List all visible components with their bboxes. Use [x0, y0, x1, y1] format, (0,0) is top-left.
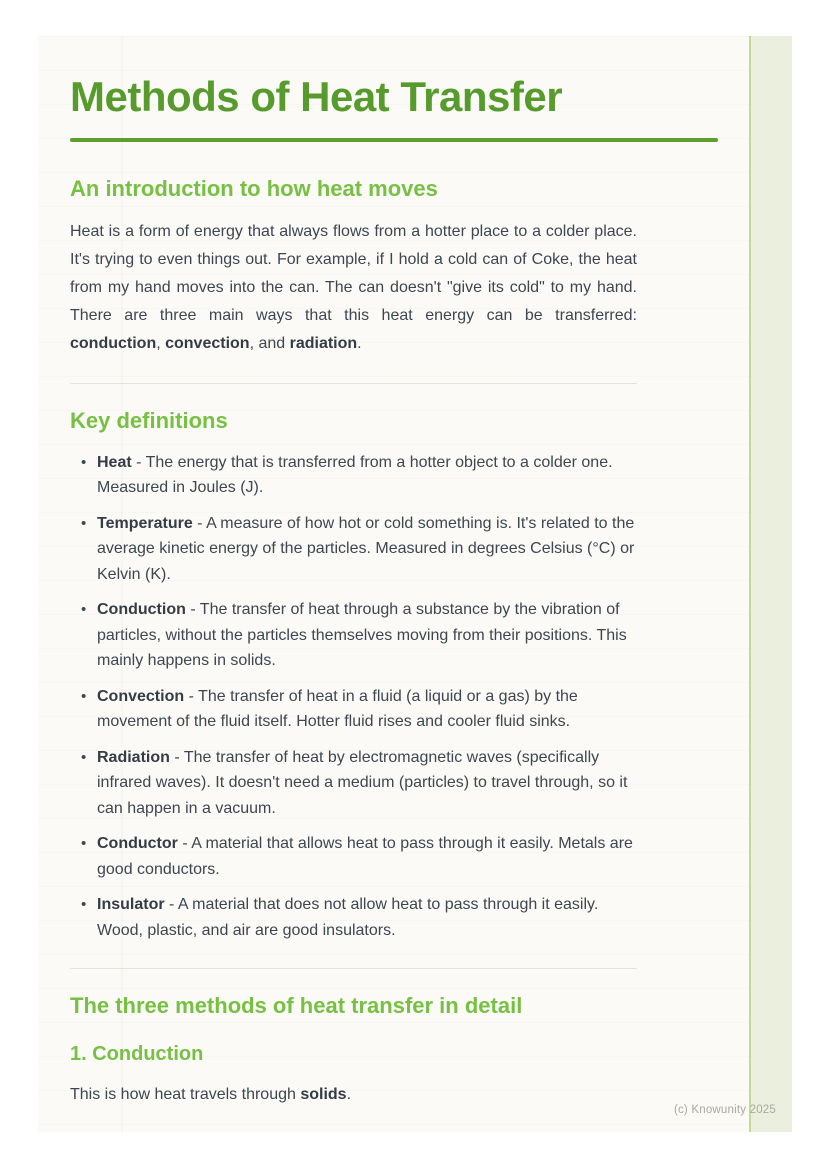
bullet-icon: • — [81, 835, 87, 853]
bullet-icon: • — [81, 514, 87, 532]
document-page — [38, 36, 792, 1132]
list-item — [70, 684, 637, 735]
list-item — [70, 745, 637, 822]
bullet-icon: • — [81, 601, 87, 619]
definition-term: Conductor — [97, 835, 178, 853]
page-content — [38, 36, 792, 1109]
list-item — [70, 892, 637, 943]
definition-text: - A material that allows heat to pass through it easily. Metals are good conductors. — [97, 835, 633, 878]
bullet-icon: • — [81, 687, 87, 705]
definition-term: Insulator — [97, 896, 165, 914]
definitions-list — [70, 450, 637, 944]
list-item — [70, 511, 637, 588]
copyright-watermark: (c) Knowunity 2025 — [673, 1104, 776, 1116]
section-divider — [70, 968, 637, 969]
page-title: Methods of Heat Transfer — [70, 73, 563, 120]
list-item — [70, 597, 637, 674]
definition-term: Heat — [97, 453, 132, 471]
definition-text: - A material that does not allow heat to pass through it easily. Wood, plastic, and air are good insulators. — [97, 896, 599, 939]
definitions-section-heading: Key definitions — [70, 407, 228, 433]
definition-term: Conduction — [97, 601, 186, 619]
definition-term: Radiation — [97, 748, 170, 766]
bullet-icon: • — [81, 896, 87, 914]
definition-text: - A measure of how hot or cold something is. It's related to the average kinetic energy of the particles. Measured in degrees Celsius (°C) or Kelvin (K). — [97, 514, 635, 583]
conduction-paragraph: This is how heat travels through solids. — [70, 1085, 352, 1103]
detail-section-heading: The three methods of heat transfer in detail — [70, 993, 523, 1019]
definition-term: Convection — [97, 687, 185, 705]
bullet-icon: • — [81, 453, 87, 471]
definition-text: - The transfer of heat by electromagnetic waves (specifically infrared waves). It doesn't need a medium (particles) to travel through, so it can happen in a vacuum. — [97, 748, 628, 817]
definition-text: - The energy that is transferred from a hotter object to a colder one. Measured in Joules (J). — [97, 453, 613, 497]
title-underline-rule — [70, 138, 718, 142]
definition-term: Temperature — [97, 514, 193, 532]
definition-text: - The transfer of heat through a substance by the vibration of particles, without the particles themselves moving from their positions. This mainly happens in solids. — [97, 601, 627, 670]
conduction-subheading: 1. Conduction — [70, 1042, 204, 1065]
section-divider — [70, 383, 637, 384]
list-item — [70, 831, 637, 882]
list-item — [70, 450, 637, 501]
intro-paragraph: Heat is a form of energy that always flows from a hotter place to a colder place. It's trying to even things out. For example, if I hold a cold can of Coke, the heat from my hand moves into the can. The can doesn't "give its cold" to my hand. There are three main ways that this heat energy can be transferred: conduction, convection, and radiation. — [70, 222, 637, 352]
definition-text: - The transfer of heat in a fluid (a liquid or a gas) by the movement of the fluid itself. Hotter fluid rises and cooler fluid sinks. — [97, 687, 578, 731]
intro-section-heading: An introduction to how heat moves — [70, 176, 438, 202]
bullet-icon: • — [81, 748, 87, 766]
